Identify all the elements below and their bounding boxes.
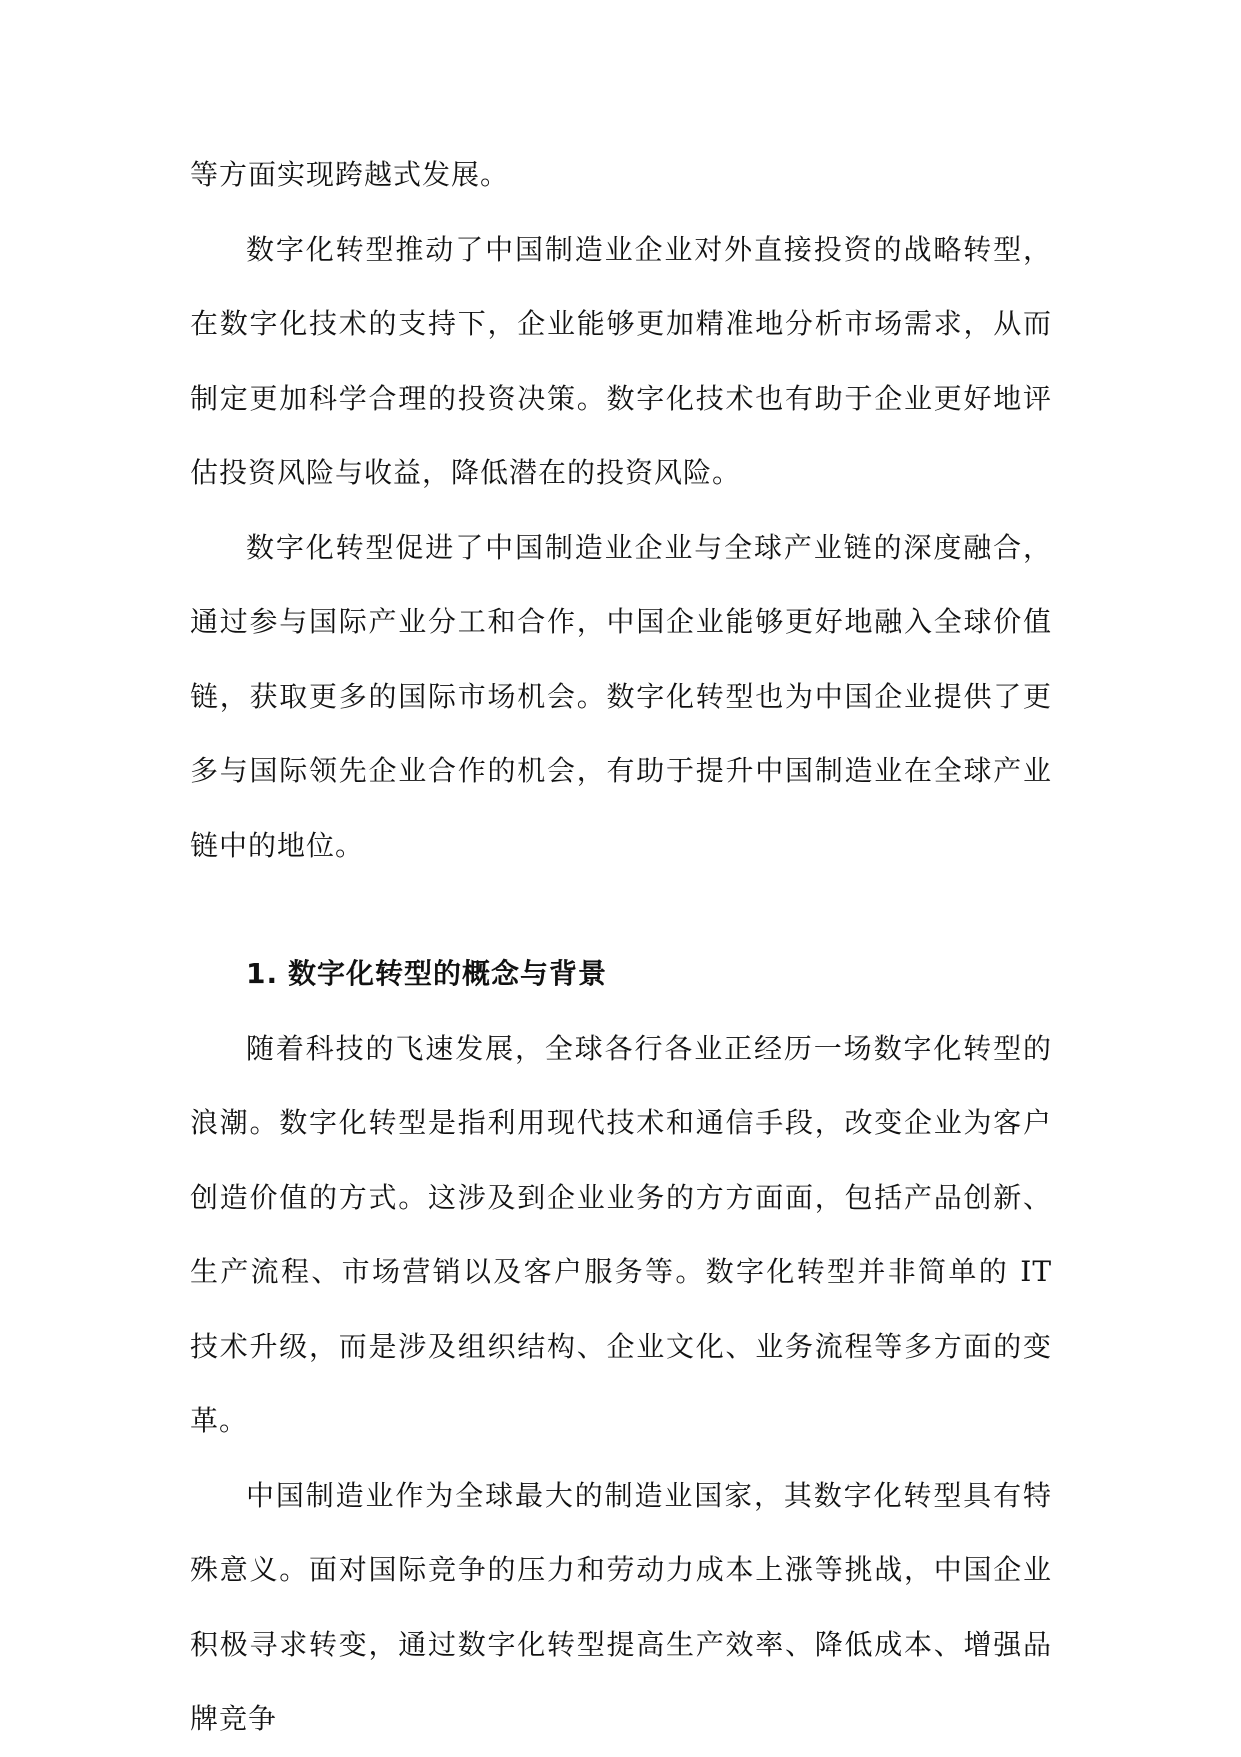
document-body xyxy=(190,138,1052,1757)
paragraph-china-manufacturing: 中国制造业作为全球最大的制造业国家，其数字化转型具有特殊意义。面对国际竞争的压力和劳动力成本上涨等挑战，中国企业积极寻求转变，通过数字化转型提高生产效率、降低成本、增强品牌竞争 xyxy=(190,1478,1052,1735)
paragraph-strategic-transformation: 数字化转型推动了中国制造业企业对外直接投资的战略转型，在数字化技术的支持下，企业能够更加精准地分析市场需求，从而制定更加科学合理的投资决策。数字化技术也有助于企业更好地评估投资风险与收益，降低潜在的投资风险。 xyxy=(190,232,1052,489)
paragraph-global-integration: 数字化转型促进了中国制造业企业与全球产业链的深度融合，通过参与国际产业分工和合作，中国企业能够更好地融入全球价值链，获取更多的国际市场机会。数字化转型也为中国企业提供了更多与国际领先企业合作的机会，有助于提升中国制造业在全球产业链中的地位。 xyxy=(190,530,1052,862)
paragraph-digital-concept: 随着科技的飞速发展，全球各行各业正经历一场数字化转型的浪潮。数字化转型是指利用现代技术和通信手段，改变企业为客户创造价值的方式。这涉及到企业业务的方方面面，包括产品创新、生产流程、市场营销以及客户服务等。数字化转型并非简单的 IT 技术升级，而是涉及组织结构、企业文化、业务流程等多方面的变革。 xyxy=(190,1031,1052,1437)
section-number: 1. xyxy=(246,957,279,990)
section-title: 数字化转型的概念与背景 xyxy=(288,957,608,990)
section-heading xyxy=(190,937,1052,1012)
paragraph-continuation: 等方面实现跨越式发展。 xyxy=(190,158,510,191)
